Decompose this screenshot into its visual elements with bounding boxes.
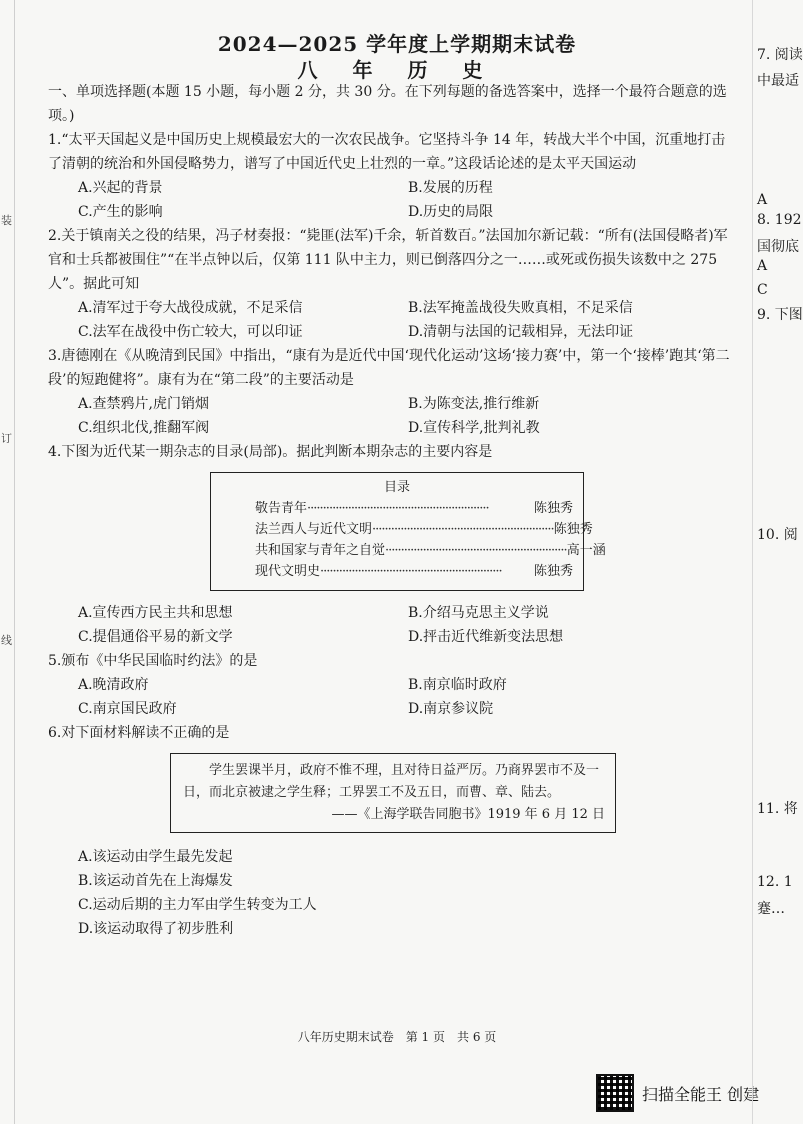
option-a[interactable]: A.清军过于夸大战役成就，不足采信 (78, 300, 303, 316)
question-5-options (48, 673, 738, 721)
question-6-options (48, 845, 738, 941)
toc-row (255, 540, 606, 561)
binding-strip (0, 0, 15, 1124)
toc-author: 陈独秀 (553, 522, 593, 537)
option-c[interactable]: C.运动后期的主力军由学生转变为工人 (78, 897, 317, 913)
option-a[interactable]: A.查禁鸦片,虎门销烟 (78, 396, 210, 412)
toc-author: 陈独秀 (533, 501, 573, 516)
option-b[interactable]: B.为陈变法,推行维新 (408, 396, 540, 412)
option-d[interactable]: D.清朝与法国的记载相异，无法印证 (408, 324, 634, 340)
option-a[interactable]: A.该运动由学生最先发起 (78, 849, 233, 865)
page-footer: 八年历史期末试卷 第 1 页 共 6 页 (297, 1030, 497, 1044)
binding-mark: 装 (1, 214, 12, 227)
question-area (48, 80, 738, 941)
option-b[interactable]: B.法军掩盖战役失败真相，不足采信 (408, 300, 633, 316)
option-d[interactable]: D.南京参议院 (408, 701, 494, 717)
toc-leader-dots: ·························································· (307, 501, 489, 516)
bleed-fragment: 9. 下图 (757, 307, 803, 323)
question-1-stem: 1.“太平天国起义是中国历史上规模最宏大的一次农民战争。它坚持斗争 14 年，转战大半个中国，沉重地打击了清朝的统治和外国侵略势力，谱写了中国近代史上壮烈的一章。”这段话论述的是太平天国运动 (48, 132, 726, 172)
option-d[interactable]: D.历史的局限 (408, 204, 494, 220)
bleed-fragment: A (757, 192, 768, 208)
option-b[interactable]: B.南京临时政府 (408, 677, 507, 693)
bleed-fragment: C (757, 282, 768, 298)
option-c[interactable]: C.组织北伐,推翻军阀 (78, 420, 210, 436)
question-1-options (48, 176, 738, 224)
toc-leader-dots: ·························································· (385, 543, 567, 558)
toc-entry: 现代文明史 (255, 564, 321, 579)
toc-entry: 敬告青年 (255, 501, 308, 516)
exam-subject: 八 年 历 史 (297, 58, 497, 82)
bleed-fragment: 中最适 (757, 73, 799, 89)
toc-row (255, 498, 573, 519)
binding-mark: 线 (1, 634, 12, 647)
scanner-watermark (596, 1074, 759, 1112)
question-4-options (48, 601, 738, 649)
bleed-fragment: 7. 阅读 (757, 47, 803, 63)
section-heading: 一、单项选择题(本题 15 小题，每小题 2 分，共 30 分。在下列每题的备选答案中，选择一个最符合题意的选项。) (48, 84, 727, 124)
question-3-options (48, 392, 738, 440)
option-c[interactable]: C.南京国民政府 (78, 701, 177, 717)
magazine-toc-box (210, 472, 606, 591)
option-d[interactable]: D.该运动取得了初步胜利 (78, 921, 234, 937)
question-5-stem: 5.颁布《中华民国临时约法》的是 (48, 653, 258, 669)
bleed-fragment: 11. 将 (757, 801, 798, 817)
quote-text: 学生罢课半月，政府不惟不理，且对待日益严厉。乃商界罢市不及一日，而北京被逮之学生释；工界罢工不及五日，而曹、章、陆去。 (183, 763, 600, 800)
toc-leader-dots: ·························································· (320, 564, 502, 579)
qr-code-icon (596, 1074, 634, 1112)
bleed-fragment: 12. 1 (757, 874, 793, 890)
option-d[interactable]: D.抨击近代维新变法思想 (408, 629, 564, 645)
option-c[interactable]: C.法军在战役中伤亡较大，可以印证 (78, 324, 303, 340)
toc-title: 目录 (383, 480, 410, 495)
bleed-fragment: 蹇… (757, 901, 785, 917)
option-a[interactable]: A.晚清政府 (78, 677, 149, 693)
bleed-fragment: 10. 阅 (757, 527, 798, 543)
question-2-options (48, 296, 738, 344)
toc-author: 陈独秀 (533, 564, 573, 579)
toc-entry: 法兰西人与近代文明 (255, 522, 373, 537)
source-quote-box (170, 753, 616, 833)
quote-source: ——《上海学联告同胞书》1919 年 6 月 12 日 (331, 807, 605, 822)
toc-entry: 共和国家与青年之自觉 (255, 543, 386, 558)
bleed-fragment: A (757, 258, 768, 274)
option-b[interactable]: B.发展的历程 (408, 180, 493, 196)
option-c[interactable]: C.产生的影响 (78, 204, 163, 220)
toc-author: 高一涵 (566, 543, 606, 558)
question-4-stem: 4.下图为近代某一期杂志的目录(局部)。据此判断本期杂志的主要内容是 (48, 444, 493, 460)
binding-mark: 订 (1, 432, 12, 445)
question-2-stem: 2.关于镇南关之役的结果，冯子材奏报：“毙匪(法军)千余，斩首数百。”法国加尔新记载：“所有(法国侵略者)军官和士兵都被围住”“在半点钟以后，仅第 111 队中主力，则已倒落四分之一……或死或伤损失该数中之 275 人”。据此可知 (48, 228, 728, 292)
option-a[interactable]: A.兴起的背景 (78, 180, 163, 196)
option-a[interactable]: A.宣传西方民主共和思想 (78, 605, 233, 621)
bleed-fragment: 8. 192 (757, 212, 802, 228)
scanner-label: 扫描全能王 创建 (642, 1084, 760, 1104)
option-d[interactable]: D.宣传科学,批判礼教 (408, 420, 540, 436)
option-b[interactable]: B.介绍马克思主义学说 (408, 605, 549, 621)
option-b[interactable]: B.该运动首先在上海爆发 (78, 873, 233, 889)
question-3-stem: 3.唐德刚在《从晚清到民国》中指出，“康有为是近代中国‘现代化运动’这场‘接力赛’中，第一个‘接棒’跑其‘第二段’的短跑健将”。康有为在“第二段”的主要活动是 (48, 348, 730, 388)
bleed-fragment: 国彻底 (757, 239, 799, 255)
next-page-bleed (752, 0, 803, 1124)
toc-row (255, 519, 593, 540)
question-6-stem: 6.对下面材料解读不正确的是 (48, 725, 230, 741)
toc-leader-dots: ·························································· (372, 522, 554, 537)
option-c[interactable]: C.提倡通俗平易的新文学 (78, 629, 233, 645)
exam-title: 2024—2025 学年度上学期期末试卷 (217, 32, 577, 56)
toc-row (255, 561, 573, 582)
